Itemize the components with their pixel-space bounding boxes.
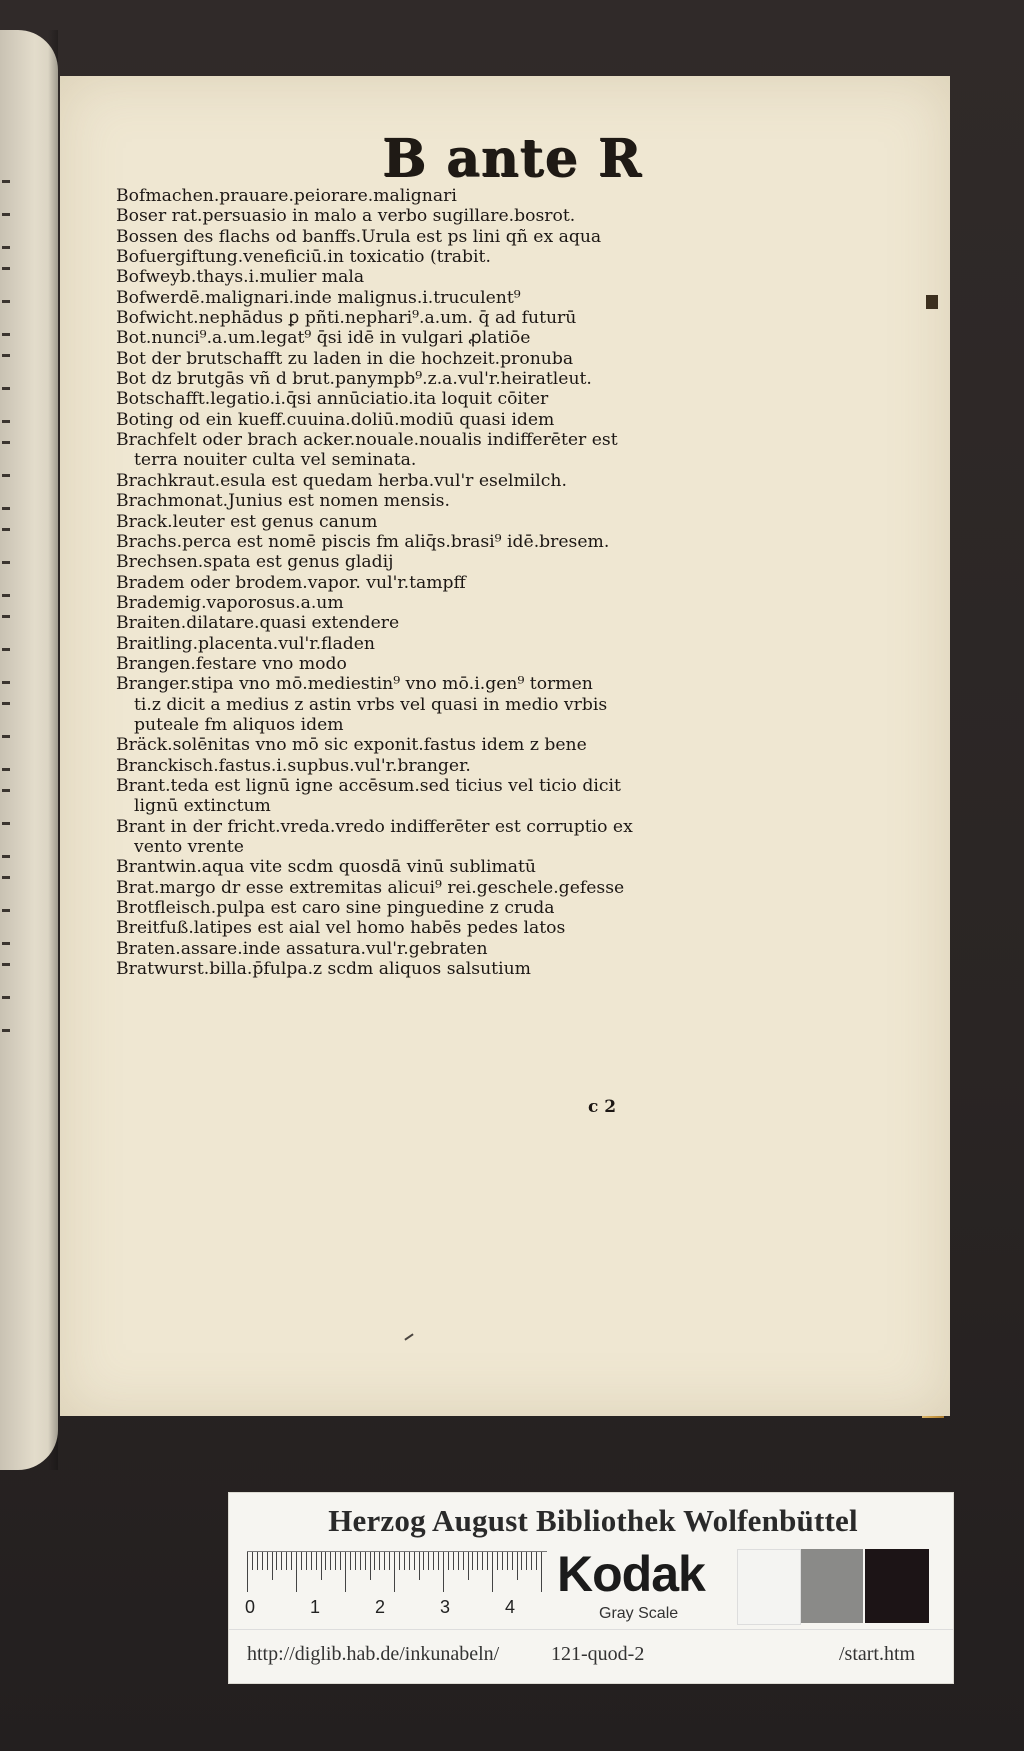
text-line: Brantwin.aqua vite scd̄m quosdā vinū sublimatū — [116, 857, 536, 878]
ruler-tick — [463, 1552, 464, 1570]
facing-page-ink-marks — [0, 180, 18, 1080]
ruler-tick — [487, 1552, 488, 1570]
text-line: Brotfleisch.pulpa est caro sine pinguedine z cruda — [116, 898, 555, 919]
text-line: Brat.margo dr esse extremitas alicui⁹ rei.geschele.gefesse — [116, 877, 625, 898]
text-line: Bossen des flachs od banffs.Urula est ps lini qñ ex aqua — [116, 226, 602, 247]
facing-page-mark — [2, 909, 10, 912]
library-name: Herzog August Bibliothek Wolfenbüttel — [328, 1503, 858, 1538]
card-divider — [229, 1629, 953, 1630]
facing-page-mark — [2, 789, 10, 792]
text-line: Brechsen.spata est genus gladij — [116, 552, 394, 573]
ruler-tick — [281, 1552, 282, 1570]
ruler-tick — [468, 1552, 469, 1580]
ruler-tick — [428, 1552, 429, 1570]
ruler-tick — [365, 1552, 366, 1570]
facing-page-mark — [2, 507, 10, 510]
ruler-tick — [296, 1552, 297, 1592]
text-line: Braitling.placenta.vul'r.fladen — [116, 633, 376, 654]
ruler-tick — [262, 1552, 263, 1570]
brand-logo: Kodak — [557, 1546, 705, 1602]
facing-page-mark — [2, 1029, 10, 1032]
text-line: Bofwicht.nephādus ꝑ pñti.nephari⁹.a.um. q̄ ad futurū — [116, 308, 577, 329]
ruler-tick — [286, 1552, 287, 1570]
facing-page-mark — [2, 420, 10, 423]
ruler-tick — [384, 1552, 385, 1570]
white-swatch — [737, 1549, 801, 1625]
ruler-tick — [507, 1552, 508, 1570]
text-line: Bot der brutschafft zu laden in die hochzeit.pronuba — [116, 348, 574, 369]
facing-page-mark — [2, 702, 10, 705]
ruler-tick — [330, 1552, 331, 1570]
text-line: Bräck.solēnitas vno mō sic exponit̄.fastus idem z bene — [116, 735, 587, 756]
url-suffix: /start.htm — [839, 1643, 916, 1665]
ruler-tick — [379, 1552, 380, 1570]
ruler-tick — [325, 1552, 326, 1570]
text-line: Boser rat.persuasio in malo a verbo sugillare.bosrot. — [116, 206, 576, 227]
ruler-tick — [272, 1552, 273, 1580]
ruler-number: 1 — [310, 1597, 321, 1617]
ruler-tick — [257, 1552, 258, 1570]
ruler-tick — [306, 1552, 307, 1570]
text-line: Boting od ein kueff.cuuina.doliū.modiū quasi idem — [116, 409, 555, 430]
page-heading: B ante R — [382, 128, 642, 189]
ruler-tick — [316, 1552, 317, 1570]
facing-page-mark — [2, 246, 10, 249]
page-shadow — [48, 30, 58, 1470]
facing-page-mark — [2, 333, 10, 336]
text-line: puteale f̄m aliquos idem — [134, 714, 344, 735]
ruler-tick — [492, 1552, 493, 1592]
facing-page-mark — [2, 996, 10, 999]
text-line: Brangen.festare vno modo — [116, 653, 347, 674]
scale-label: Gray Scale — [599, 1605, 679, 1622]
ruler-tick — [472, 1552, 473, 1570]
ruler-tick — [448, 1552, 449, 1570]
ruler-tick — [370, 1552, 371, 1580]
gray-swatch — [801, 1549, 863, 1623]
ruler-tick — [301, 1552, 302, 1570]
facing-page-mark — [2, 963, 10, 966]
facing-page-mark — [2, 876, 10, 879]
ruler-number: 3 — [440, 1597, 451, 1617]
url-prefix: http://diglib.hab.de/inkunabeln/ — [247, 1643, 500, 1665]
text-line: Bratwurst.billa.p̄fulpa.z scd̄m aliquos salsutium — [116, 959, 531, 980]
facing-page-mark — [2, 267, 10, 270]
ruler-tick — [502, 1552, 503, 1570]
text-line: ti.z dicit̄ a medius z astin vrbs vel quasi in medio vrbis — [134, 694, 608, 715]
ruler-tick — [335, 1552, 336, 1570]
facing-page-mark — [2, 681, 10, 684]
color-reference-card — [228, 1492, 954, 1684]
ruler-tick — [404, 1552, 405, 1570]
ruler-tick — [536, 1552, 537, 1570]
ruler-tick — [374, 1552, 375, 1570]
ruler-tick — [458, 1552, 459, 1570]
ruler-tick — [497, 1552, 498, 1570]
text-line: Bofweyb.thays.i.mulier mala — [116, 267, 365, 288]
ruler-tick — [291, 1552, 292, 1570]
facing-page-mark — [2, 855, 10, 858]
facing-page-mark — [2, 300, 10, 303]
text-line: Botschafft.legatio.i.q̄si annūciatio.ita loquit̄ cōiter — [116, 389, 549, 410]
facing-page-mark — [2, 615, 10, 618]
shelfmark: 121-quod-2 — [551, 1643, 645, 1665]
facing-page-mark — [2, 594, 10, 597]
facing-page-mark — [2, 735, 10, 738]
facing-page-mark — [2, 768, 10, 771]
text-line: Brademig.vaporosus.a.um — [116, 592, 344, 613]
ruler-tick — [360, 1552, 361, 1570]
signature-mark: c 2 — [588, 1097, 617, 1117]
text-line: Brant.teda est lignū igne accēsum.sed ticius vel ticio dicit̄ — [116, 775, 621, 796]
text-line: Brachfelt oder brach acker.nouale.noualis indifferēter est — [116, 430, 618, 451]
text-line: Bofmachen.prauare.peiorare.malignari — [116, 186, 457, 206]
ruler-tick — [531, 1552, 532, 1570]
facing-page-mark — [2, 822, 10, 825]
ruler-tick — [267, 1552, 268, 1570]
text-line: Brant in der fricht.vreda.vredo indifferēter est corruptio ex — [116, 816, 633, 837]
ruler-tick — [453, 1552, 454, 1570]
facing-page-mark — [2, 441, 10, 444]
ruler-numbers — [245, 1597, 545, 1619]
text-line: Brack.leuter est genus canum — [116, 511, 378, 532]
text-line: Bot.nunci⁹.a.um.legat⁹ q̄si idē in vulgari ꝓlatiōe — [116, 328, 531, 349]
ruler-tick — [433, 1552, 434, 1570]
ruler-number: 0 — [245, 1597, 256, 1617]
ruler-tick — [423, 1552, 424, 1570]
black-swatch — [865, 1549, 929, 1623]
text-line: Bot dz brutgās vñ d brut.panympb⁹.z.a.vul'r.heiratleut. — [116, 369, 592, 390]
ruler-number: 2 — [375, 1597, 386, 1617]
facing-page-mark — [2, 648, 10, 651]
text-line: vento vrente — [134, 837, 244, 857]
text-line: Braten.assare.inde assatura.vul'r.gebraten — [116, 938, 488, 959]
text-line: Bofuergiftung.veneficiū.in toxicatio (trabit. — [116, 247, 491, 268]
ruler-tick — [438, 1552, 439, 1570]
ruler-tick — [443, 1552, 444, 1592]
ruler-tick — [252, 1552, 253, 1570]
ruler-tick — [321, 1552, 322, 1580]
facing-page-mark — [2, 354, 10, 357]
ruler-tick — [345, 1552, 346, 1592]
ruler-tick — [541, 1552, 542, 1592]
ruler-tick — [526, 1552, 527, 1570]
facing-page-mark — [2, 561, 10, 564]
measurement-ruler — [247, 1551, 547, 1596]
ruler-tick — [419, 1552, 420, 1580]
glossary-text — [116, 186, 686, 979]
ruler-tick — [276, 1552, 277, 1570]
text-line: Bradem oder brodem.vapor. vul'r.tampff — [116, 572, 466, 593]
text-line: Braiten.dilatare.quasi extendere — [116, 613, 400, 634]
ruler-tick — [521, 1552, 522, 1570]
text-line: Branger.stipa vno mō.mediestin⁹ vno mō.i.gen⁹ tormen — [116, 674, 593, 695]
facing-page-mark — [2, 213, 10, 216]
ruler-tick — [517, 1552, 518, 1580]
facing-page-mark — [2, 474, 10, 477]
ruler-tick — [350, 1552, 351, 1570]
ruler-tick — [512, 1552, 513, 1570]
ruler-tick — [399, 1552, 400, 1570]
text-line: Branckisch.fastus.i.supbus.vul'r.branger. — [116, 755, 471, 776]
ruler-tick — [482, 1552, 483, 1570]
text-line: Brachkraut.esula est quedam herba.vul'r eselmilch. — [116, 470, 567, 491]
facing-page-mark — [2, 528, 10, 531]
ruler-tick — [414, 1552, 415, 1570]
ruler-tick — [355, 1552, 356, 1570]
text-line: Bofwerdē.malignari.inde malignus.i.truculent⁹ — [116, 287, 521, 308]
text-line: Breitfuß.latipes est aial vel homo habēs pedes latos — [116, 918, 566, 939]
ruler-tick — [340, 1552, 341, 1570]
text-line: Brachs.perca est nomē piscis f̄m aliq̄s.brasi⁹ idē.bresem. — [116, 531, 610, 552]
text-line: terra nouiter culta vel seminata. — [134, 450, 417, 471]
ruler-tick — [247, 1552, 248, 1592]
ruler-tick — [409, 1552, 410, 1570]
facing-page-mark — [2, 942, 10, 945]
ruler-tick — [394, 1552, 395, 1592]
facing-page-mark — [2, 387, 10, 390]
page-edge-mark — [926, 295, 938, 309]
text-line: lignū extinctum — [134, 796, 271, 817]
text-line: Brachmonat.Junius est nomen mensis. — [116, 491, 450, 512]
ruler-number: 4 — [505, 1597, 516, 1617]
ruler-tick — [311, 1552, 312, 1570]
ruler-tick — [389, 1552, 390, 1570]
ruler-tick — [477, 1552, 478, 1570]
